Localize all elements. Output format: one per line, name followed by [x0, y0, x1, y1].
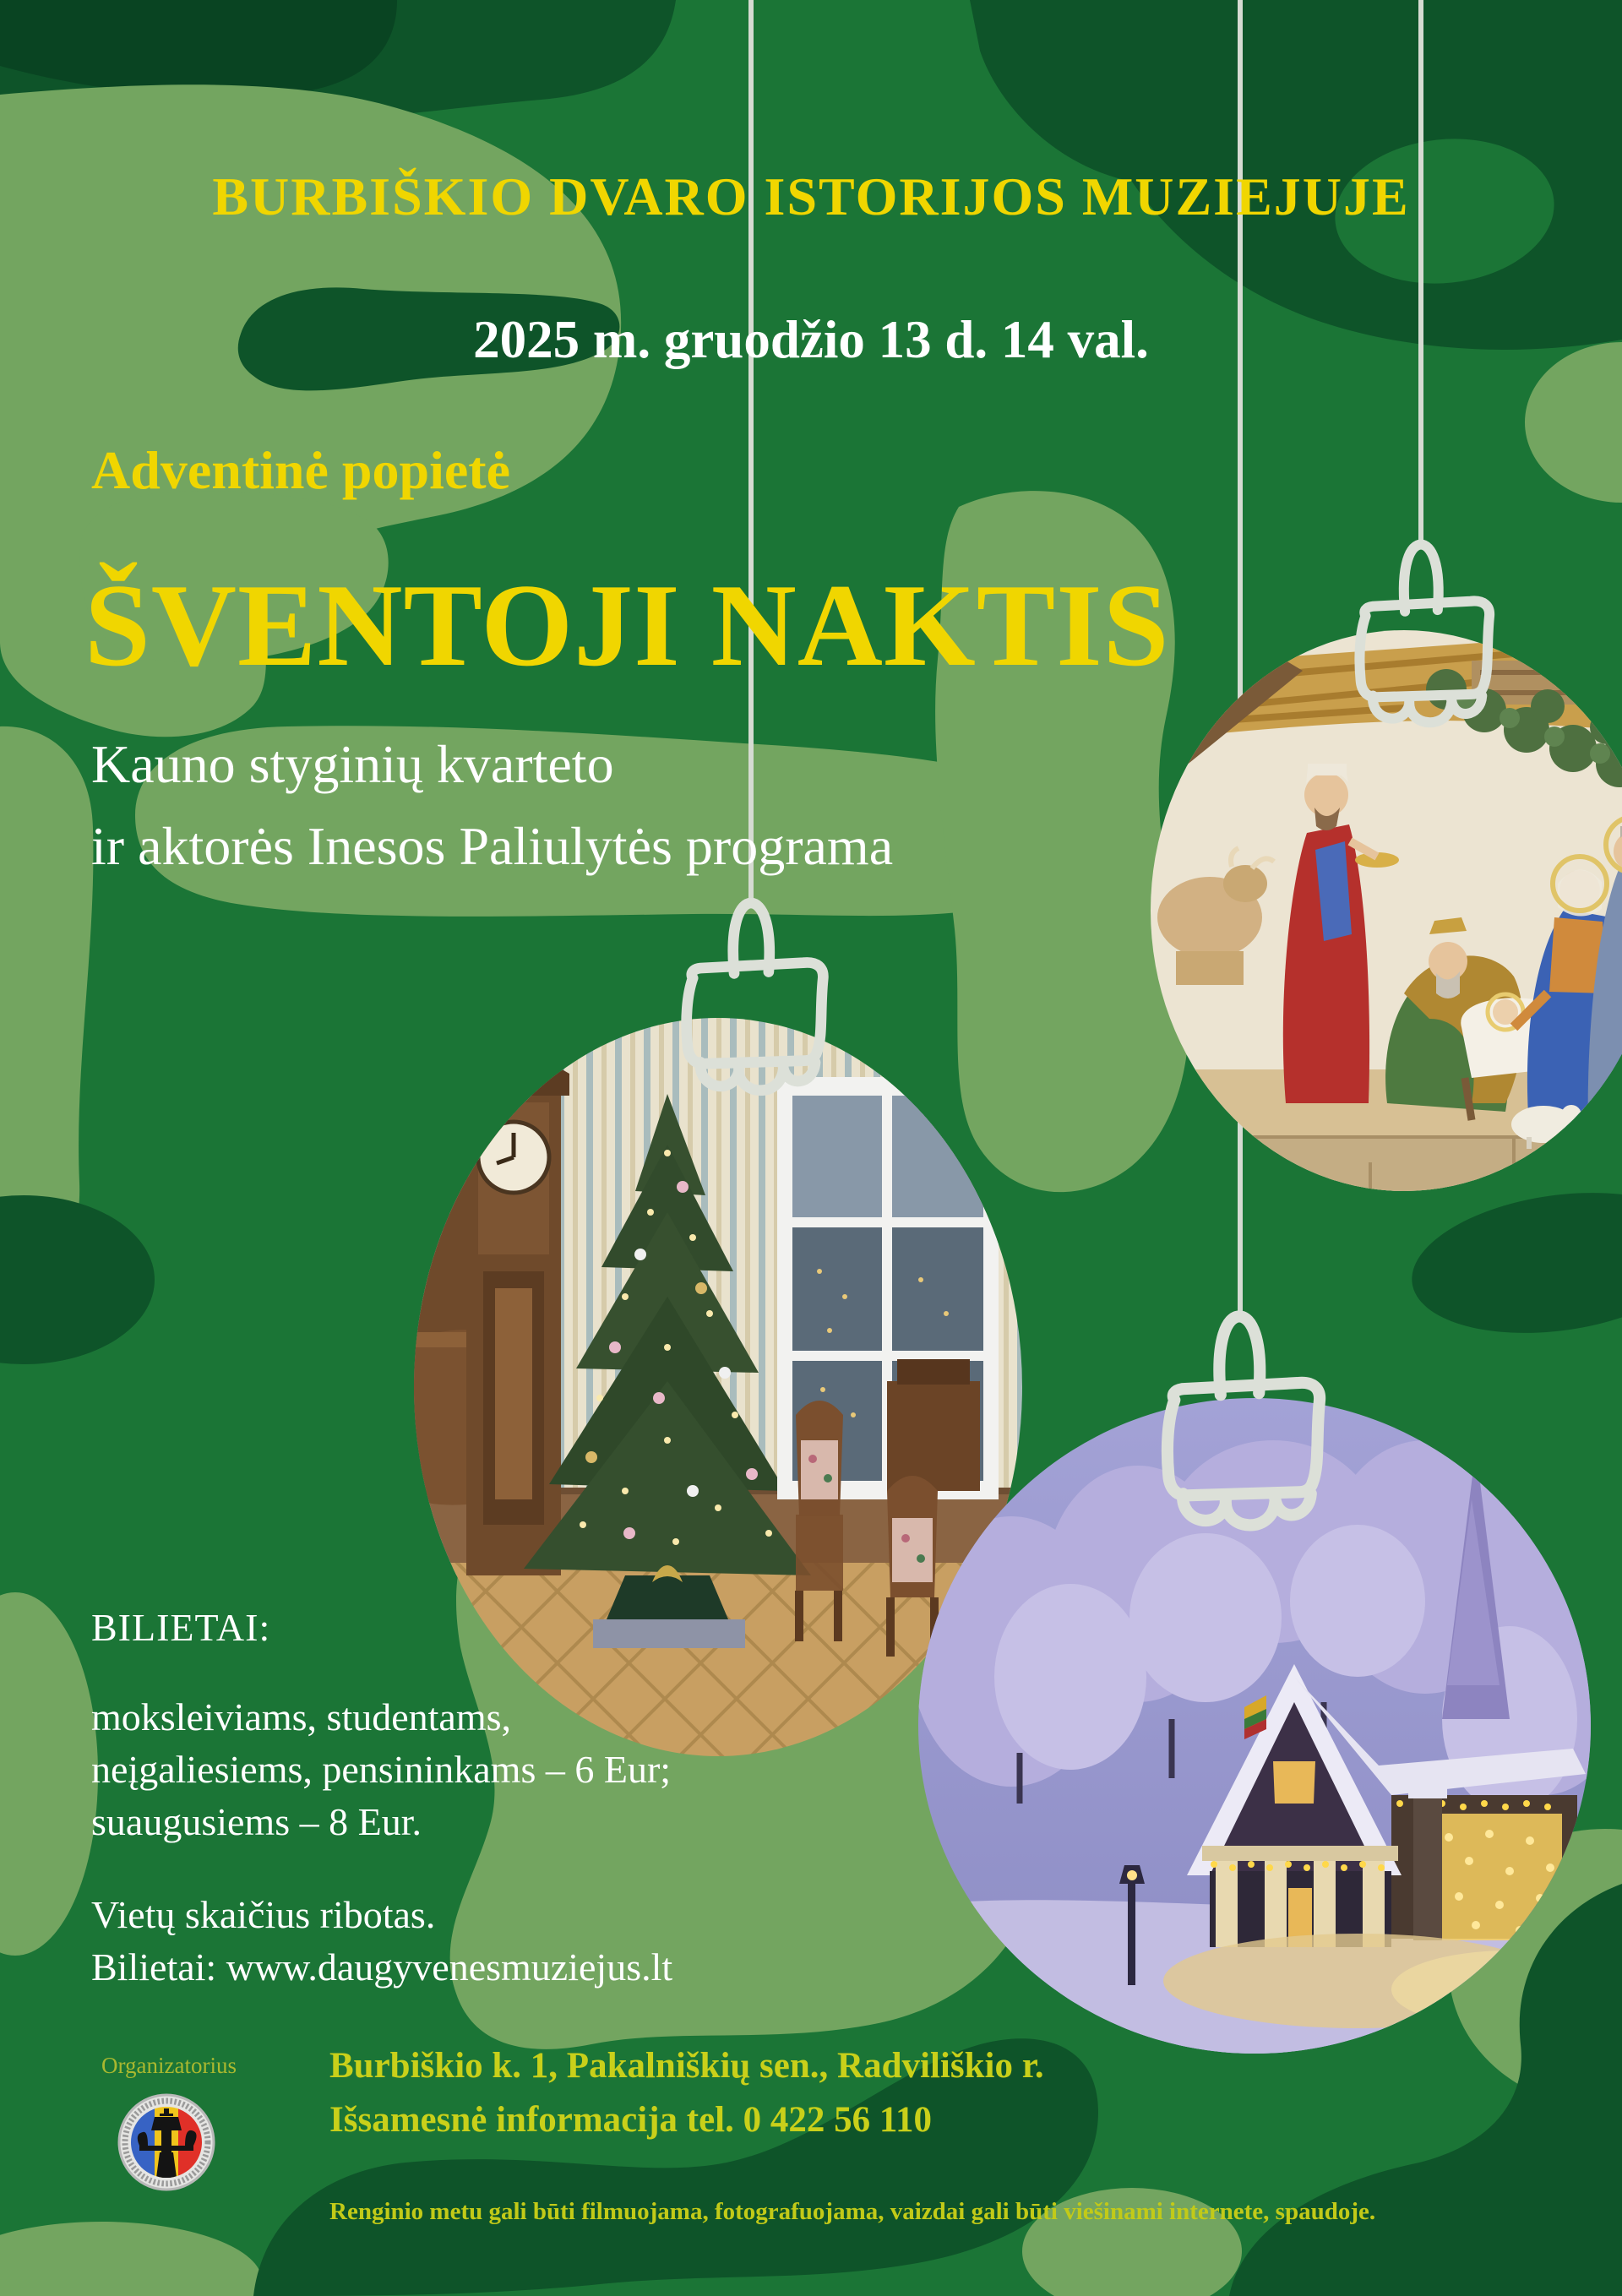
event-subtitle [91, 723, 893, 887]
event-date: 2025 m. gruodžio 13 d. 14 val. [473, 310, 1149, 369]
media-disclaimer: Renginio metu gali būti filmuojama, fotografuojama, vaizdai gali būti viešinami internete, spaudoje. [329, 2198, 1376, 2225]
tickets-website: Bilietai: www.daugyvenesmuziejus.lt [91, 1945, 673, 1989]
tickets-heading: BILIETAI: [91, 1606, 271, 1649]
ornament-cap-icon [658, 895, 844, 1098]
organizer-label: Organizatorius [101, 2053, 237, 2078]
subtitle-line-2: ir aktorės Inesos Paliulytės programa [91, 816, 894, 876]
ticket-prices [91, 1691, 671, 1848]
contact-block [329, 2039, 1044, 2147]
daugyvenes-museum-emblem-icon [117, 2093, 215, 2191]
ticket-price-line: moksleiviams, studentams, [91, 1695, 512, 1738]
ornament-cap-icon [1326, 537, 1516, 730]
event-title: ŠVENTOJI NAKTIS [84, 560, 1170, 691]
seats-limited-note: Vietų skaičius ribotas. [91, 1893, 436, 1936]
venue-title: BURBIŠKIO DVARO ISTORIJOS MUZIEJUJE [212, 166, 1410, 226]
ticket-price-line: neįgaliesiems, pensininkams – 6 Eur; [91, 1748, 672, 1791]
contact-address: Burbiškio k. 1, Pakalniškių sen., Radviliškio r. [329, 2046, 1044, 2086]
contact-info: Išsamesnė informacija tel. 0 422 56 110 [329, 2100, 933, 2140]
subtitle-line-1: Kauno styginių kvarteto [91, 734, 614, 794]
ticket-notes [91, 1889, 672, 1994]
ticket-price-line: suaugusiems – 8 Eur. [91, 1800, 422, 1843]
ornament-cap-icon [1146, 1306, 1333, 1536]
hang-string-nativity-ornament [1418, 0, 1423, 547]
event-kicker: Adventinė popietė [91, 440, 510, 500]
